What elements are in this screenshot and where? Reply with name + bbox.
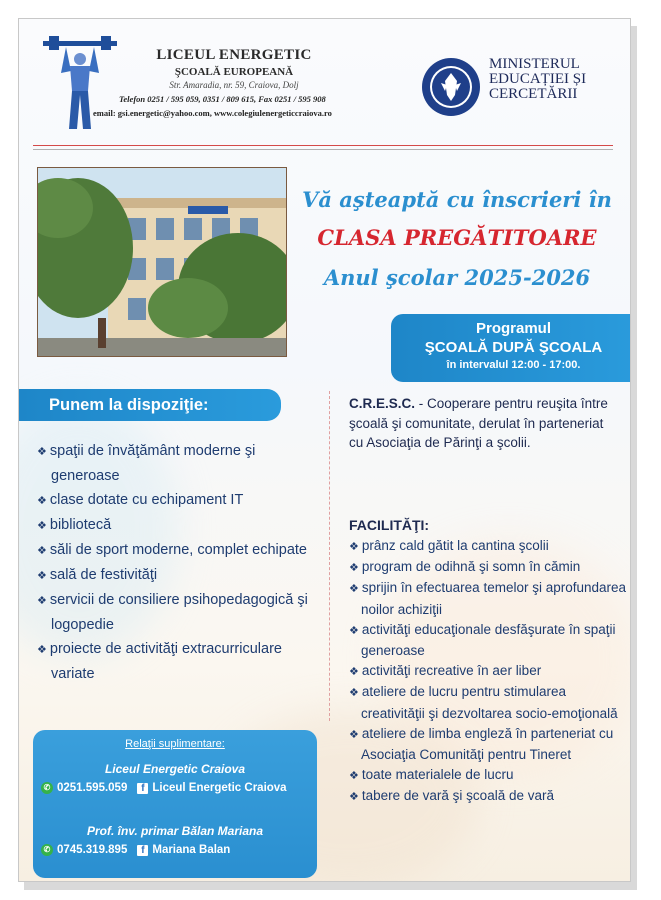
list-item-text: activităţi educaţionale desfăşurate în spaţii generoase xyxy=(361,621,616,659)
school-facebook[interactable]: Liceul Energetic Craiova xyxy=(152,782,287,794)
ministry-line: CERCETĂRII xyxy=(489,86,578,102)
flyer xyxy=(18,18,631,882)
list-item xyxy=(349,786,629,807)
bullet-icon: ❖ xyxy=(349,624,359,637)
list-item xyxy=(349,578,629,619)
contact-school-name: Liceul Energetic Craiova xyxy=(104,762,246,776)
list-item-text: spaţii de învăţământ moderne şi generoase xyxy=(49,443,256,484)
list-item-text: tabere de vară şi şcoală de vară xyxy=(361,788,554,804)
list-item-text: toate materialele de lucru xyxy=(361,767,514,783)
list-item-text: ateliere de limba engleză în parteneriat cu Asociaţia Comunităţi pentru Tineret xyxy=(361,725,614,763)
facilities-list xyxy=(349,536,629,808)
ministry-line: EDUCAȚIEI ȘI xyxy=(489,71,587,87)
school-logo-icon xyxy=(41,33,119,133)
person-phone-number[interactable]: 0745.319.895 xyxy=(57,844,128,856)
bullet-icon: ❖ xyxy=(349,791,359,804)
divider xyxy=(33,145,613,146)
list-item xyxy=(37,637,317,686)
list-item xyxy=(349,682,629,723)
headline-line1: Vă aşteaptă cu înscrieri în xyxy=(302,187,612,212)
bullet-icon: ❖ xyxy=(349,770,359,783)
program-banner xyxy=(391,314,631,382)
list-item xyxy=(349,536,629,557)
divider xyxy=(33,149,613,150)
bullet-icon: ❖ xyxy=(37,570,47,582)
list-item-text: servicii de consiliere psihopedagogică şi logopedie xyxy=(49,592,308,633)
contact-person-row xyxy=(41,844,230,856)
bullet-icon: ❖ xyxy=(37,495,47,507)
contact-person-name: Prof. înv. primar Bălan Mariana xyxy=(86,824,264,838)
bullet-icon: ❖ xyxy=(349,728,359,741)
offerings-list xyxy=(37,439,317,686)
list-item-text: clase dotate cu echipament IT xyxy=(49,492,244,508)
list-item xyxy=(37,563,317,588)
program-hours: în intervalul 12:00 - 17:00. xyxy=(446,359,581,371)
school-phone-number[interactable]: 0251.595.059 xyxy=(57,782,128,794)
headline-year: Anul şcolar 2025-2026 xyxy=(323,265,591,290)
program-name: ŞCOALĂ DUPĂ ŞCOALA xyxy=(424,339,603,356)
ministry-name xyxy=(489,57,619,102)
school-email[interactable]: email: gsi.energetic@yahoo.com, www.colegiulenergeticcraiova.ro xyxy=(93,108,332,118)
bullet-icon: ❖ xyxy=(37,520,47,532)
offerings-heading: Punem la dispoziţie: xyxy=(19,389,281,421)
facebook-icon: f xyxy=(137,845,148,856)
bullet-icon: ❖ xyxy=(37,644,47,656)
ministry-line: MINISTERUL xyxy=(489,56,580,72)
list-item-text: prânz cald gătit la cantina şcolii xyxy=(361,538,549,553)
list-item xyxy=(349,765,629,786)
school-building-photo xyxy=(37,167,287,357)
list-item-text: sprijin în efectuarea temelor şi aprofundarea noilor achiziţii xyxy=(361,580,627,617)
bullet-icon: ❖ xyxy=(349,666,359,679)
bullet-icon: ❖ xyxy=(349,541,359,553)
cresc-title: C.R.E.S.C. xyxy=(349,396,416,411)
bullet-icon: ❖ xyxy=(349,687,359,700)
list-item-text: săli de sport moderne, complet echipate xyxy=(49,542,307,558)
list-item-text: program de odihnă şi somn în cămin xyxy=(361,559,581,575)
phone-icon: ✆ xyxy=(41,844,53,856)
bullet-icon: ❖ xyxy=(349,583,359,596)
column-divider xyxy=(329,391,331,721)
facilities-heading: FACILITĂŢI: xyxy=(349,517,430,533)
list-item-text: ateliere de lucru pentru stimularea creativităţii şi dezvoltarea socio-emoţională xyxy=(361,684,618,721)
list-item xyxy=(37,488,317,513)
cresc-text: - Cooperare pentru reuşita între şcoală şi comunitate, derulat în parteneriat cu Asociaţia de Părinţi a şcolii. xyxy=(349,396,608,450)
list-item xyxy=(37,538,317,563)
bullet-icon: ❖ xyxy=(37,446,47,458)
bullet-icon: ❖ xyxy=(37,545,47,557)
bullet-icon: ❖ xyxy=(349,562,359,575)
facebook-icon: f xyxy=(137,783,148,794)
list-item xyxy=(349,557,629,578)
contact-school-row xyxy=(41,782,287,794)
list-item xyxy=(349,661,629,682)
list-item xyxy=(37,513,317,538)
school-phone: Telefon 0251 / 595 059, 0351 / 809 615, Fax 0251 / 595 908 xyxy=(119,94,326,104)
headline-class: CLASA PREGĂTITOARE xyxy=(317,225,597,250)
list-item xyxy=(349,724,629,765)
list-item xyxy=(349,620,629,661)
list-item-text: sală de festivităţi xyxy=(49,567,158,583)
list-item-text: activităţi recreative în aer liber xyxy=(361,663,542,679)
person-facebook[interactable]: Mariana Balan xyxy=(152,844,231,856)
contact-heading: Relaţii suplimentare: xyxy=(125,738,225,750)
school-address: Str. Amaradia, nr. 59, Craiova, Dolj xyxy=(169,80,299,90)
government-seal-icon xyxy=(421,57,481,117)
list-item xyxy=(37,439,317,488)
cresc-description xyxy=(349,394,609,453)
contact-box xyxy=(33,730,317,878)
program-title: Programul xyxy=(475,320,551,337)
phone-icon: ✆ xyxy=(41,782,53,794)
list-item xyxy=(37,588,317,637)
list-item-text: bibliotecă xyxy=(49,517,112,533)
bullet-icon: ❖ xyxy=(37,595,47,607)
list-item-text: proiecte de activităţi extracurriculare variate xyxy=(49,641,282,682)
school-name: LICEUL ENERGETIC xyxy=(156,47,312,63)
school-subtitle: ŞCOALĂ EUROPEANĂ xyxy=(174,66,294,78)
